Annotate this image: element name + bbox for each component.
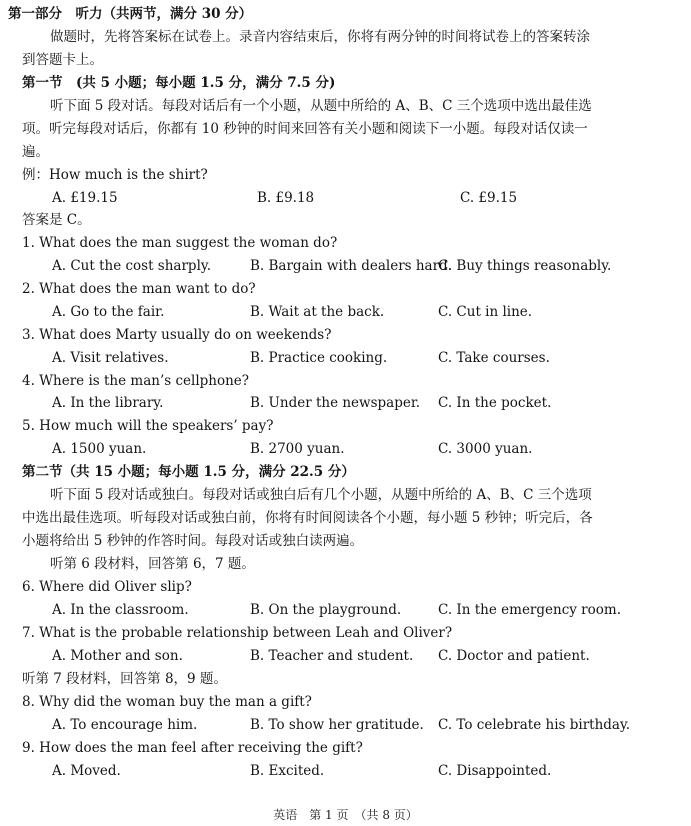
question-8-option-a: A. To encourage him. [52, 717, 198, 733]
question-1-option-a: A. Cut the cost sharply. [52, 258, 212, 274]
example-option-a: A. £19.15 [52, 190, 118, 206]
question-7: 7. What is the probable relationship between Leah and Oliver? [22, 625, 453, 641]
question-8-option-c: C. To celebrate his birthday. [438, 717, 631, 733]
question-7-option-a: A. Mother and son. [52, 648, 183, 664]
question-2-option-b: B. Wait at the back. [250, 304, 385, 320]
question-1-option-c: C. Buy things reasonably. [438, 258, 612, 274]
question-5-option-b: B. 2700 yuan. [250, 441, 345, 457]
question-9: 9. How does the man feel after receiving the gift? [22, 740, 363, 756]
question-6-option-a: A. In the classroom. [52, 602, 189, 618]
question-3-option-a: A. Visit relatives. [52, 350, 169, 366]
section1-instr-line3: 遍。 [22, 144, 49, 160]
question-7-option-b: B. Teacher and student. [250, 648, 414, 664]
example-answer: 答案是 C。 [22, 212, 91, 228]
question-2-option-c: C. Cut in line. [438, 304, 533, 320]
question-8: 8. Why did the woman buy the man a gift? [22, 694, 312, 710]
section2-instr-line2: 中选出最佳选项。听每段对话或独白前，你将有时间阅读各个小题，每小题 5 秒钟；听完后，各 [22, 510, 593, 526]
question-9-option-c: C. Disappointed. [438, 763, 552, 779]
question-6-option-b: B. On the playground. [250, 602, 402, 618]
question-1: 1. What does the man suggest the woman do? [22, 235, 338, 251]
question-8-option-b: B. To show her gratitude. [250, 717, 424, 733]
example-option-c: C. £9.15 [460, 190, 518, 206]
question-3: 3. What does Marty usually do on weekends? [22, 327, 332, 343]
question-4-option-c: C. In the pocket. [438, 395, 552, 411]
question-5: 5. How much will the speakers’ pay? [22, 418, 274, 434]
section1-instr-line1: 听下面 5 段对话。每段对话后有一个小题，从题中所给的 A、B、C 三个选项中选出最佳选 [50, 98, 592, 114]
part1-intro-line2: 到答题卡上。 [22, 52, 103, 68]
question-4-option-a: A. In the library. [52, 395, 164, 411]
question-4-option-b: B. Under the newspaper. [250, 395, 421, 411]
section2-heading: 第二节（共 15 小题；每小题 1.5 分，满分 22.5 分） [22, 464, 355, 480]
part1-intro-line1: 做题时，先将答案标在试卷上。录音内容结束后，你将有两分钟的时间将试卷上的答案转涂 [50, 29, 590, 45]
page-footer: 英语 第 1 页 （共 8 页） [273, 808, 418, 822]
question-9-option-b: B. Excited. [250, 763, 325, 779]
section2-instr-line3: 小题将给出 5 秒钟的作答时间。每段对话或独白读两遍。 [22, 533, 364, 549]
question-6: 6. Where did Oliver slip? [22, 579, 192, 595]
question-7-option-c: C. Doctor and patient. [438, 648, 590, 664]
section1-instr-line2: 项。听完每段对话后，你都有 10 秒钟的时间来回答有关小题和阅读下一小题。每段对话仅读一 [22, 121, 588, 137]
question-5-option-a: A. 1500 yuan. [52, 441, 147, 457]
material-6-instruction: 听第 6 段材料，回答第 6，7 题。 [50, 556, 255, 572]
question-4: 4. Where is the man’s cellphone? [22, 373, 250, 389]
material-7-instruction: 听第 7 段材料，回答第 8，9 题。 [22, 671, 227, 687]
question-2-option-a: A. Go to the fair. [52, 304, 165, 320]
question-3-option-b: B. Practice cooking. [250, 350, 388, 366]
question-3-option-c: C. Take courses. [438, 350, 550, 366]
question-2: 2. What does the man want to do? [22, 281, 256, 297]
part1-heading: 第一部分 听力（共两节，满分 30 分） [8, 6, 253, 22]
question-5-option-c: C. 3000 yuan. [438, 441, 533, 457]
question-9-option-a: A. Moved. [52, 763, 121, 779]
example-option-b: B. £9.18 [257, 190, 315, 206]
section2-instr-line1: 听下面 5 段对话或独白。每段对话或独白后有几个小题，从题中所给的 A、B、C 三个选项 [50, 487, 592, 503]
question-6-option-c: C. In the emergency room. [438, 602, 621, 618]
section1-heading: 第一节 (共 5 小题；每小题 1.5 分，满分 7.5 分) [22, 75, 336, 91]
example-question: 例：How much is the shirt? [22, 167, 208, 183]
question-1-option-b: B. Bargain with dealers hard. [250, 258, 452, 274]
